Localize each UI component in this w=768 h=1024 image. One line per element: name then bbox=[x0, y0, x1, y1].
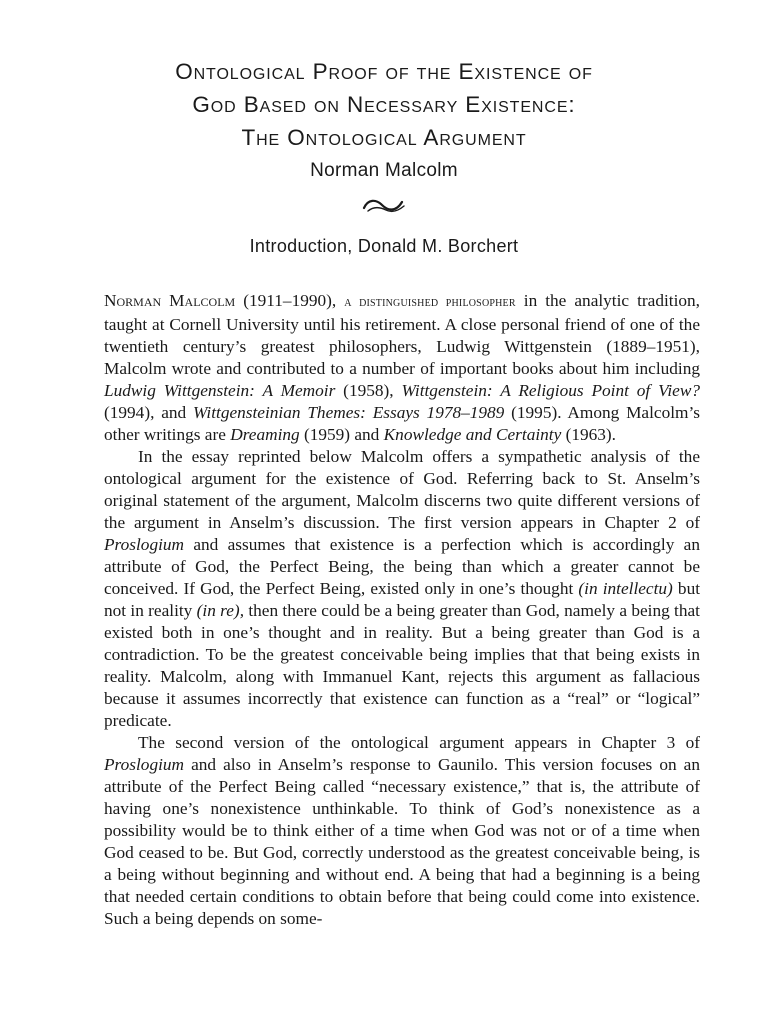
text-span: and also in Anselm’s response to Gaunilo. This version focuses on an attribute of the Perfect Being called “necessary existence,” that is, the attribute of having one’s nonexistence unthinkable. To think of God’s nonexistence as a possibility would be to think either of a time when God was not or of a time when God ceased to be. But God, correctly understood as the greatest conceivable being, is a being without beginning and without end. A being that had a beginning is a being that needed certain conditions to obtain before that being could come into existence. Such a being depends on some- bbox=[104, 755, 700, 928]
tilde-swash-ornament-icon bbox=[0, 196, 768, 216]
book-title: Proslogium bbox=[104, 755, 185, 774]
title-line-1: Ontological Proof of the Existence of bbox=[175, 59, 593, 84]
text-span: (1963). bbox=[561, 425, 616, 444]
text-span: (1911–1990), bbox=[235, 291, 345, 310]
book-title: Wittgenstein: A Religious Point of View? bbox=[401, 381, 700, 400]
text-span: then there could be a being greater than God, namely a being that existed both in one’s thought and in reality. But a being greater than God is a contradiction. To be the greatest conceivable being implies that that being exists in reality. Malcolm, along with Immanuel Kant, rejects this argument as fallacious because it assumes incorrectly that existence can function as a “real” or “logical” predicate. bbox=[104, 601, 700, 730]
author-name-smallcaps: Norman Malcolm bbox=[104, 291, 236, 310]
author-name: Norman Malcolm bbox=[310, 160, 458, 181]
title-block bbox=[0, 55, 768, 257]
descriptor-smallcaps: a distinguished philosopher bbox=[344, 295, 516, 310]
text-span: (1995). Among Malcolm’s other writings are bbox=[104, 403, 700, 444]
text-span: (1994), and bbox=[104, 403, 193, 422]
book-title: Proslogium bbox=[104, 535, 185, 554]
paragraph-1 bbox=[104, 290, 700, 446]
body-text bbox=[104, 290, 700, 930]
title-line-2: God Based on Necessary Existence: bbox=[192, 92, 576, 117]
book-title: Knowledge and Certainty bbox=[383, 425, 562, 444]
text-span: but not in reality bbox=[104, 579, 701, 620]
text-span: In the essay reprinted below Malcolm offers a sympathetic analysis of the ontological argument for the existence of God. Referring back to St. Anselm’s original statement of the argument, Malcolm discerns two quite different versions of the argument in Anselm’s discussion. The first version appears in Chapter 2 of bbox=[104, 447, 700, 532]
paragraph-2 bbox=[104, 446, 700, 732]
introduction-credit: Introduction, Donald M. Borchert bbox=[249, 236, 519, 256]
book-title: Wittgensteinian Themes: Essays 1978–1989 bbox=[192, 403, 505, 422]
text-span: (1959) and bbox=[299, 425, 384, 444]
text-span: in the analytic tradition, taught at Cornell University until his retirement. A close personal friend of one of the twentieth century’s greatest philosophers, Ludwig Wittgenstein (1889–1951), Malcolm wrote and contributed to a number of important books about him including bbox=[104, 291, 700, 378]
latin-term: (in re), bbox=[196, 601, 245, 620]
paragraph-3 bbox=[104, 732, 700, 930]
book-title: Ludwig Wittgenstein: A Memoir bbox=[104, 381, 336, 400]
title-line-3: The Ontological Argument bbox=[241, 125, 527, 150]
book-title: Dreaming bbox=[230, 425, 300, 444]
text-span: (1958), bbox=[335, 381, 402, 400]
text-span: The second version of the ontological argument appears in Chapter 3 of bbox=[138, 733, 700, 752]
text-span: and assumes that existence is a perfection which is accordingly an attribute of God, the Perfect Being, the being than which a greater cannot be conceived. If God, the Perfect Being, existed only in one’s thought bbox=[104, 535, 700, 598]
latin-term: (in intellectu) bbox=[578, 579, 673, 598]
